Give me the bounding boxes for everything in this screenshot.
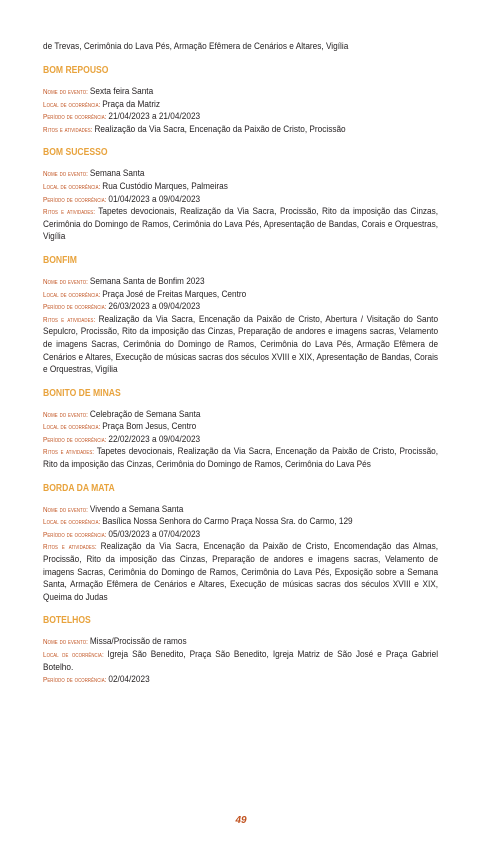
field-value: Rua Custódio Marques, Palmeiras — [102, 180, 228, 192]
field-rites — [43, 314, 438, 377]
field-label: Período de ocorrência : — [43, 675, 108, 684]
field-place — [43, 516, 438, 529]
field-value: 21/04/2023 a 21/04/2023 — [108, 111, 201, 123]
field-label: Nome do evento : — [43, 505, 90, 514]
intro-text: de Trevas, Cerimônia do Lava Pés, Armação Efêmera de Cenários e Altares, Vigília — [43, 41, 349, 52]
field-period — [43, 529, 438, 542]
municipality-section — [43, 388, 439, 472]
field-label: Local de ocorrência : — [43, 182, 102, 191]
field-rites — [43, 206, 438, 244]
field-value: Celebração de Semana Santa — [89, 408, 201, 420]
field-value: Sexta feira Santa — [89, 86, 154, 97]
page-content — [43, 40, 439, 687]
field-period — [43, 434, 438, 447]
field-period — [43, 194, 438, 207]
field-label: Período de ocorrência : — [43, 530, 108, 539]
field-label: Nome do evento : — [43, 277, 90, 286]
municipality-section — [43, 483, 439, 605]
field-value: 01/04/2023 a 09/04/2023 — [108, 193, 201, 205]
field-value: Tapetes devocionais, Realização da Via Sacra, Encenação da Paixão de Cristo, Procissão, Rito da imposição das Cinzas, Cerimônia do Domingo de Ramos, Cerimônia do Lava Pés — [43, 446, 439, 471]
field-value: Semana Santa de Bonfim 2023 — [89, 275, 205, 287]
field-value: Missa/Procissão de ramos — [89, 636, 187, 648]
field-event — [43, 168, 438, 181]
field-value: 05/03/2023 a 07/04/2023 — [108, 528, 201, 540]
field-period — [43, 111, 438, 124]
field-place — [43, 289, 438, 302]
field-value: Praça José de Freitas Marques, Centro — [102, 288, 247, 300]
field-label: Ritos e atividades : — [43, 207, 98, 216]
field-period — [43, 674, 438, 687]
field-value: 26/03/2023 a 09/04/2023 — [108, 301, 201, 313]
field-label: Período de ocorrência : — [43, 112, 108, 121]
field-rites — [43, 446, 438, 471]
field-label: Nome do evento : — [43, 637, 90, 646]
municipality-section — [43, 255, 439, 377]
field-place — [43, 181, 438, 194]
municipality-heading: BORDA DA MATA — [43, 482, 115, 494]
field-label: Nome do evento : — [43, 169, 90, 178]
field-value: Vivendo a Semana Santa — [89, 503, 184, 515]
field-value: Realização da Via Sacra, Encenação da Paixão de Cristo, Procissão — [94, 123, 346, 135]
municipality-heading: BONITO DE MINAS — [43, 387, 121, 399]
field-label: Nome do evento : — [43, 87, 90, 96]
field-event — [43, 409, 438, 422]
page-number: 49 — [235, 815, 247, 826]
field-value: Semana Santa — [89, 168, 145, 180]
field-value: 22/02/2023 a 09/04/2023 — [108, 433, 201, 445]
field-value: Realização da Via Sacra, Encenação da Paixão de Cristo, Encomendação das Almas, Procissão, Rito da imposição das Cinzas, Preparação de andores e imagens sacras, Velamento de imagens Sacras, Cerimônia do Domingo de Ramos, Cerimônia do Lava Pés, Exposição sobre a Semana Santa, Armação Efêmera de Cenários e Altares, Execução de músicas sacras dos séculos XVIII e XIX, Queima do Judas — [43, 541, 439, 603]
municipality-section — [43, 147, 439, 244]
field-value: Basílica Nossa Senhora do Carmo Praça Nossa Sra. do Carmo, 129 — [102, 516, 353, 528]
field-label: Ritos e atividades : — [43, 125, 94, 134]
field-label: Local de ocorrência : — [43, 290, 102, 299]
municipality-heading: BOM REPOUSO — [43, 65, 109, 76]
field-place — [43, 99, 438, 112]
field-event — [43, 276, 438, 289]
field-event — [43, 504, 438, 517]
municipality-section — [43, 65, 439, 136]
field-label: Ritos e atividades : — [43, 315, 99, 324]
field-label: Local de ocorrência : — [43, 650, 107, 659]
field-label: Local de ocorrência : — [43, 517, 102, 526]
municipality-heading: BONFIM — [43, 254, 77, 266]
field-event — [43, 636, 438, 649]
municipality-heading: BOM SUCESSO — [43, 147, 108, 159]
field-place — [43, 421, 438, 434]
field-label: Local de ocorrência : — [43, 100, 102, 109]
field-rites — [43, 124, 438, 137]
field-label: Ritos e atividades : — [43, 447, 97, 456]
sections-list — [43, 65, 439, 687]
field-label: Período de ocorrência : — [43, 302, 108, 311]
field-label: Nome do evento : — [43, 410, 90, 419]
municipality-heading: BOTELHOS — [43, 615, 91, 627]
field-place — [43, 649, 438, 674]
field-label: Ritos e atividades : — [43, 542, 101, 551]
field-event — [43, 86, 438, 99]
field-value: 02/04/2023 — [108, 674, 150, 686]
field-value: Tapetes devocionais, Realização da Via Sacra, Procissão, Rito da imposição das Cinzas, Cerimônia do Domingo de Ramos, Cerimônia do Lava Pés, Apresentação de Bandas, Corais e Orquestras, Vigília — [43, 206, 439, 243]
field-value: Praça da Matriz — [102, 98, 161, 110]
municipality-section — [43, 615, 439, 686]
field-value: Praça Bom Jesus, Centro — [102, 421, 197, 433]
field-value: Realização da Via Sacra, Encenação da Paixão de Cristo, Abertura / Visitação do Santo Sepulcro, Procissão, Rito da imposição das Cinzas, Preparação de andores e imagens sacras, Velamento de imagens Sacras, Cerimônia do Domingo de Ramos, Cerimônia do Lava Pés, Armação Efêmera de Cenários e Altares, Execução de músicas sacras dos séculos XVIII e XIX, Apresentação de Bandas, Corais e Orquestras, Vigília — [43, 313, 439, 376]
field-label: Período de ocorrência : — [43, 435, 108, 444]
field-label: Local de ocorrência : — [43, 422, 102, 431]
field-value: Igreja São Benedito, Praça São Benedito, Igreja Matriz de São José e Praça Gabriel Botelho. — [43, 649, 439, 673]
field-rites — [43, 541, 438, 604]
field-period — [43, 301, 438, 314]
field-label: Período de ocorrência : — [43, 195, 108, 204]
